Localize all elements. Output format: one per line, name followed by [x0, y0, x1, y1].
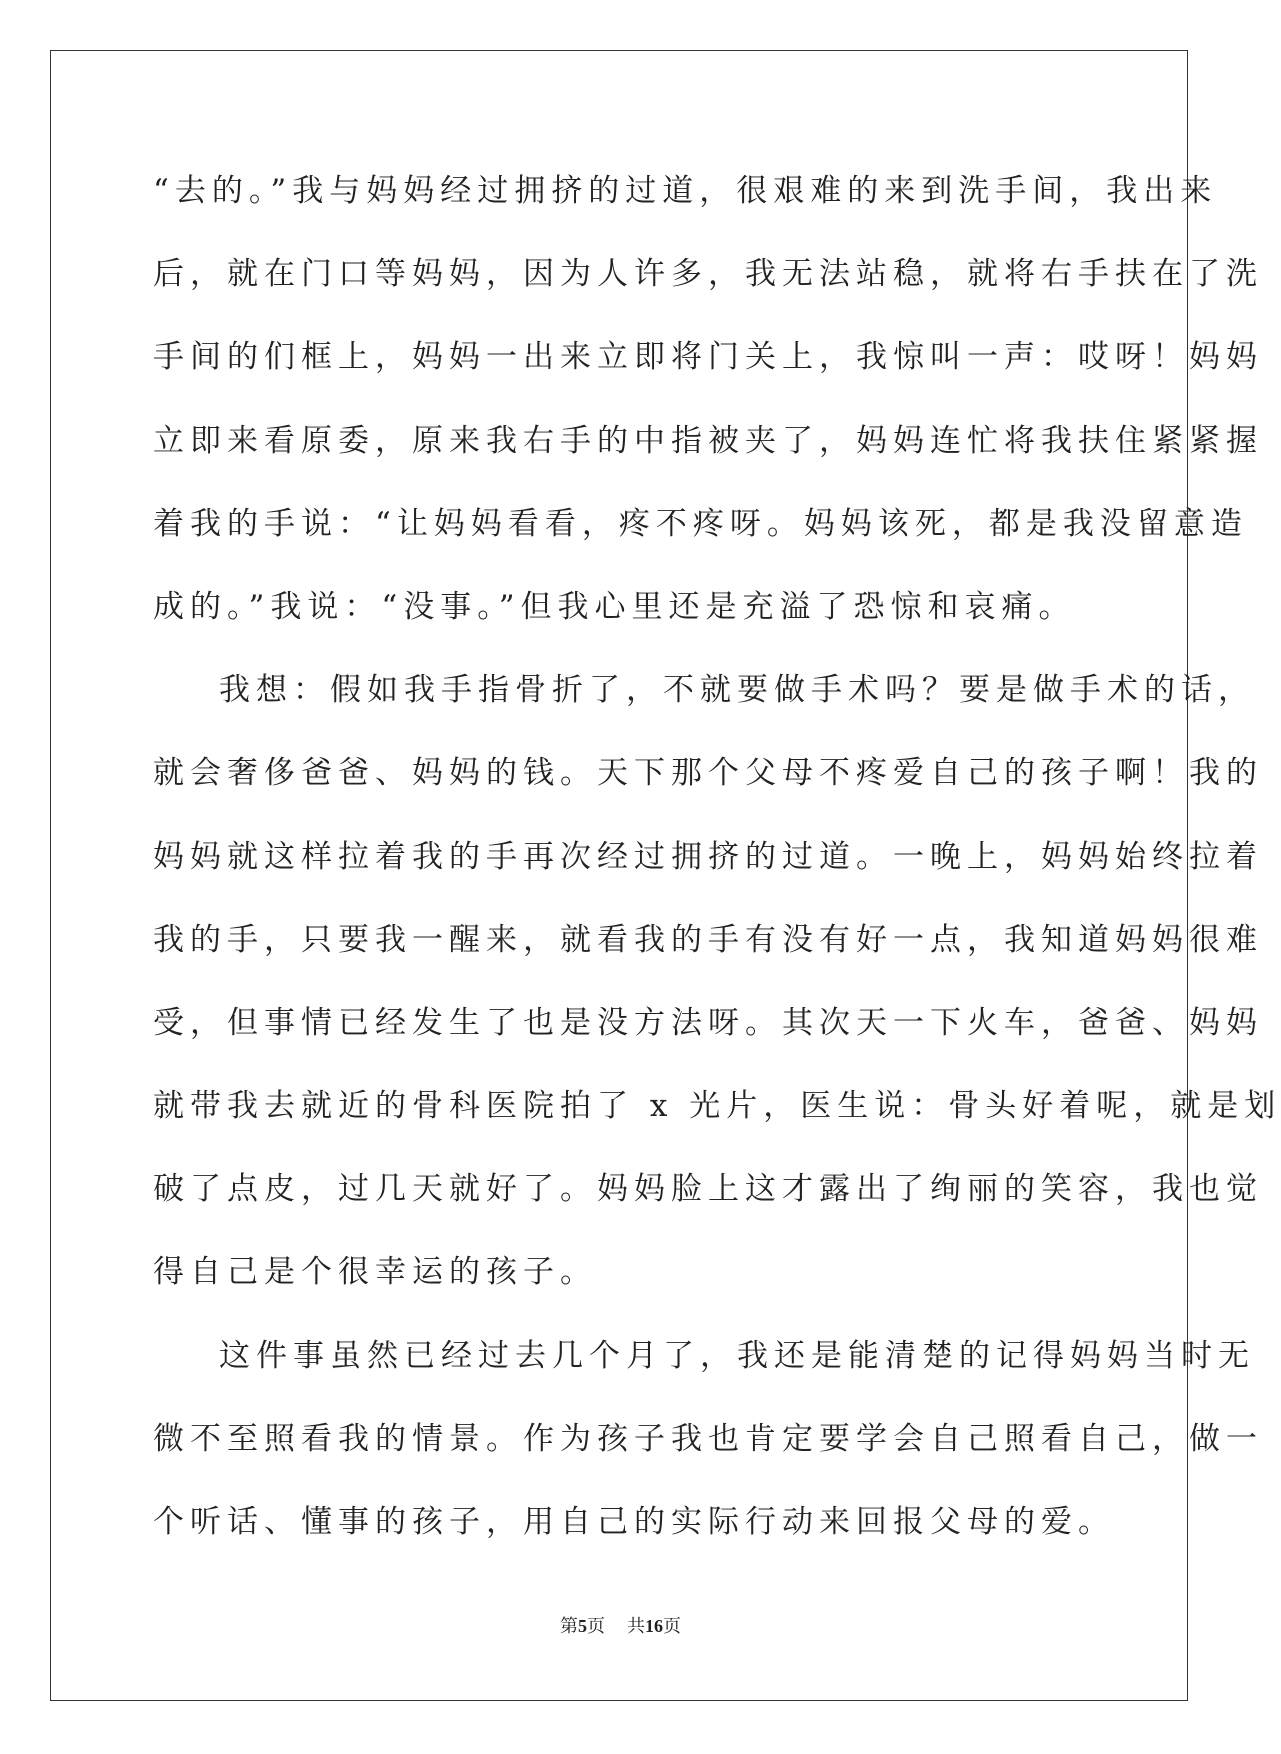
- text-line: 得自己是个很幸运的孩子。: [153, 1254, 597, 1291]
- total-suffix: 页: [663, 1616, 681, 1637]
- text-line: 立即来看原委，原来我右手的中指被夹了，妈妈连忙将我扶住紧紧握: [153, 422, 1263, 459]
- text-line: 着我的手说：“让妈妈看看，疼不疼呀。妈妈该死，都是我没留意造: [153, 505, 1248, 542]
- text-line: 手间的们框上，妈妈一出来立即将门关上，我惊叫一声：哎呀！妈妈: [153, 339, 1263, 376]
- document-body: [153, 162, 1281, 1576]
- text-line: 个听话、懂事的孩子，用自己的实际行动来回报父母的爱。: [153, 1504, 1115, 1540]
- text-line: 微不至照看我的情景。作为孩子我也肯定要学会自己照看自己，做一: [153, 1420, 1263, 1457]
- page-number: 5: [578, 1616, 587, 1636]
- total-prefix: 共: [627, 1616, 645, 1637]
- text-line: 我的手，只要我一醒来，就看我的手有没有好一点，我知道妈妈很难: [153, 921, 1263, 958]
- text-line: 受，但事情已经发生了也是没方法呀。其次天一下火车，爸爸、妈妈: [153, 1004, 1263, 1041]
- text-line: 后，就在门口等妈妈，因为人许多，我无法站稳，就将右手扶在了洗: [153, 256, 1263, 293]
- page-footer: [0, 1612, 1241, 1638]
- page-prefix: 第: [560, 1616, 578, 1637]
- text-line: 就会奢侈爸爸、妈妈的钱。天下那个父母不疼爱自己的孩子啊！我的: [153, 755, 1263, 792]
- text-line: “去的。”我与妈妈经过拥挤的过道，很艰难的来到洗手间，我出来: [153, 173, 1218, 209]
- text-line: 破了点皮，过几天就好了。妈妈脸上这才露出了绚丽的笑容，我也觉: [153, 1171, 1263, 1208]
- text-line: 妈妈就这样拉着我的手再次经过拥挤的过道。一晚上，妈妈始终拉着: [153, 838, 1263, 875]
- text-line: 我想：假如我手指骨折了，不就要做手术吗？要是做手术的话，: [219, 672, 1255, 709]
- text-line: 就带我去就近的骨科医院拍了 x 光片，医生说：骨头好着呢，就是划: [153, 1088, 1281, 1125]
- total-pages: 16: [645, 1616, 663, 1636]
- text-line: 成的。”我说：“没事。”但我心里还是充溢了恐惊和哀痛。: [153, 588, 1076, 625]
- text-line: 这件事虽然已经过去几个月了，我还是能清楚的记得妈妈当时无: [219, 1337, 1255, 1374]
- page-suffix: 页: [587, 1616, 605, 1637]
